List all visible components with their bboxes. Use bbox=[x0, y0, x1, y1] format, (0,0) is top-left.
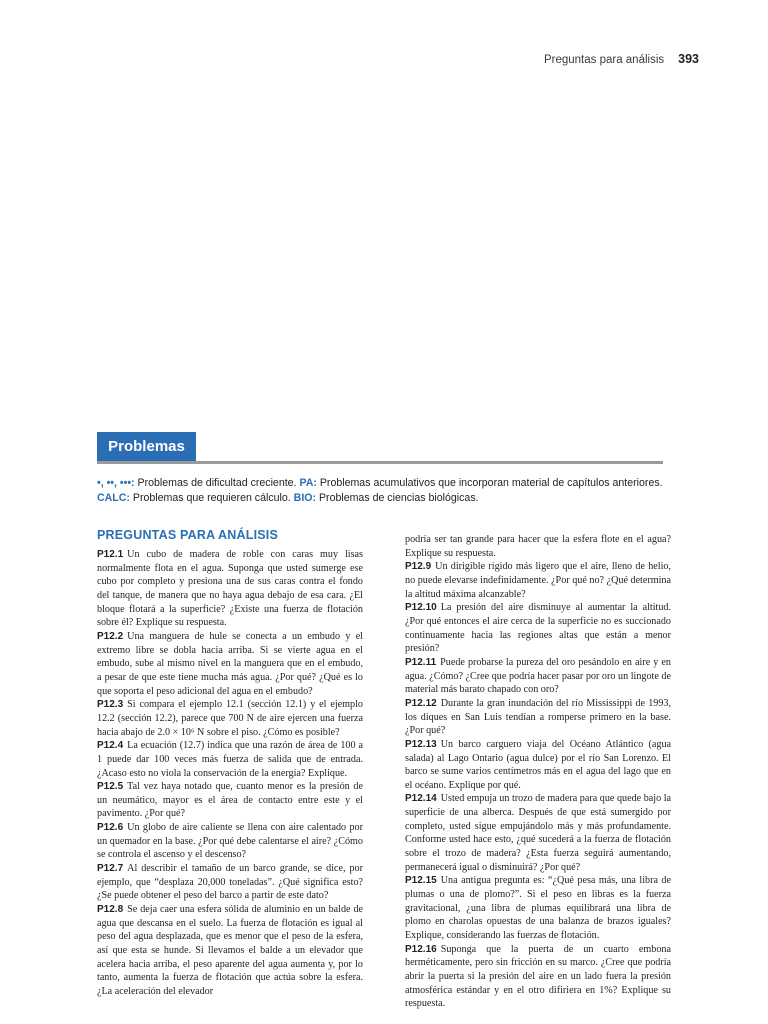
question-id: P12.6 bbox=[97, 822, 124, 834]
question-text: Un cubo de madera de roble con caras muy lisas normalmente flota en el agua. Suponga que usted sumerge ese cubo por completo y presiona una de sus caras contra el fondo del tanque, de manera que no haya agua debajo de esa cara. ¿El bloque flotará a la superficie? ¿Existe una fuerza de flotación sobre él? Explique su respuesta. bbox=[97, 549, 363, 629]
question-text: Durante la gran inundación del río Mississippi de 1993, los diques en San Luis tendían a romperse primero en la base. ¿Por qué? bbox=[405, 697, 671, 737]
question-id: P12.4 bbox=[97, 740, 124, 752]
question-text: podría ser tan grande para hacer que la esfera flote en el agua? Explique su respuesta. bbox=[405, 534, 671, 559]
page-number: 393 bbox=[678, 52, 699, 66]
question-item bbox=[97, 698, 363, 739]
question-text: Un globo de aire caliente se llena con aire calentado por un quemador en la base. ¿Por qué debe calentarse el aire? ¿Cómo se controla el ascenso y el descenso? bbox=[97, 822, 363, 861]
question-text: La ecuación (12.7) indica que una razón de área de 100 a 1 puede dar 100 veces más fuerza de salida que de entrada. ¿Acaso esto no viola la conservación de la energía? Explique. bbox=[97, 740, 363, 779]
question-text: Suponga que la puerta de un cuarto embona herméticamente, pero sin fricción en su marco. ¿Cree que podría abrir la puerta si la presión del aire en un lado fuera la presión atmosférica estándar y en el otro difiriera en 1%? Explique su respuesta. bbox=[405, 943, 671, 1010]
question-item bbox=[405, 874, 671, 942]
right-column bbox=[405, 533, 671, 1011]
question-item bbox=[97, 862, 363, 903]
question-id: P12.12 bbox=[405, 697, 437, 709]
section-title: Problemas bbox=[97, 432, 196, 462]
question-text: Una manguera de hule se conecta a un embudo y el extremo libre se dobla hacia arriba. Si se vierte agua en el embudo, sube al mismo nivel en la manguera que en el embudo, a pesar de que este tiene mucha más agua. ¿Por qué? ¿Qué es lo que soporta el peso adicional del agua en el embudo? bbox=[97, 630, 363, 697]
legend-bio-key: BIO: bbox=[293, 491, 317, 504]
question-item bbox=[97, 739, 363, 780]
page-header bbox=[544, 52, 699, 66]
question-item bbox=[405, 533, 671, 560]
question-text: Tal vez haya notado que, cuanto menor es la presión de un neumático, mayor es el área de contacto entre este y el pavimento. ¿Por qué? bbox=[97, 781, 363, 820]
questions-heading: PREGUNTAS PARA ANÁLISIS bbox=[97, 528, 278, 542]
question-item bbox=[405, 792, 671, 874]
question-item bbox=[97, 780, 363, 821]
question-item bbox=[97, 630, 363, 698]
question-id: P12.5 bbox=[97, 781, 124, 793]
question-item bbox=[405, 656, 671, 697]
legend-pa-key: PA: bbox=[299, 477, 317, 489]
running-title: Preguntas para análisis bbox=[543, 54, 665, 66]
question-item bbox=[405, 697, 671, 738]
legend-pa-text: Problemas acumulativos que incorporan material de capítulos anteriores. bbox=[316, 477, 663, 489]
question-id: P12.1 bbox=[97, 549, 124, 560]
question-id: P12.2 bbox=[97, 630, 124, 642]
section-rule bbox=[97, 461, 663, 464]
difficulty-legend bbox=[97, 476, 677, 505]
question-item bbox=[97, 903, 363, 999]
question-item bbox=[405, 560, 671, 601]
section-bar bbox=[97, 432, 663, 464]
legend-dots-text: Problemas de dificultad creciente. bbox=[134, 477, 300, 489]
question-text: Un barco carguero viaja del Océano Atlántico (agua salada) al Lago Ontario (agua dulce) por el río San Lorenzo. El barco se sume varios centímetros más en el agua del lago que en el océano. Explique por qué. bbox=[405, 738, 671, 791]
question-id: P12.14 bbox=[405, 793, 437, 805]
question-text: Si compara el ejemplo 12.1 (sección 12.1) y el ejemplo 12.2 (sección 12.2), parece que 700 N de aire ejercen una fuerza hacia abajo de 2.0 × 10⁶ N sobre el piso. ¿Cómo es posible? bbox=[97, 699, 363, 738]
question-item bbox=[405, 943, 671, 1011]
question-id: P12.13 bbox=[405, 738, 437, 750]
legend-calc-key: CALC: bbox=[97, 491, 130, 504]
legend-dots-key: •, ••, •••: bbox=[97, 477, 135, 489]
question-id: P12.15 bbox=[405, 875, 437, 887]
question-id: P12.8 bbox=[97, 904, 124, 916]
question-text: La presión del aire disminuye al aumentar la altitud. ¿Por qué entonces el aire cerca de la superficie no es succionado continuamente hacia las regiones altas que están a menor presión? bbox=[405, 602, 671, 655]
left-column bbox=[97, 528, 363, 999]
question-id: P12.3 bbox=[97, 699, 124, 711]
question-item bbox=[97, 821, 363, 862]
question-text: Usted empuja un trozo de madera para que quede bajo la superficie de una alberca. Después de que está sumergido por completo, usted sigue empujándolo más y más profundamente. Conforme usted hace esto, ¿qué sucederá a la fuerza de flotación sobre el trozo de madera? ¿Esta fuerza seguirá aumentando, permanecerá igual o disminuirá? ¿Por qué? bbox=[405, 793, 671, 873]
question-text: Una antigua pregunta es: “¿Qué pesa más, una libra de plumas o una de plomo?”. Si el peso en libras es la fuerza gravitacional, ¿una libra de plumas equilibrará una libra de plomo en charolas opuestas de una balanza de brazos iguales? Explique, considerando las fuerzas de flotación. bbox=[405, 875, 671, 942]
question-id: P12.7 bbox=[97, 863, 124, 875]
question-text: Al describir el tamaño de un barco grande, se dice, por ejemplo, que “desplaza 20,000 toneladas”. ¿Qué significa esto? ¿Se puede obtener el peso del barco a partir de este dato? bbox=[97, 863, 363, 902]
question-id: P12.11 bbox=[405, 656, 437, 668]
question-text: Un dirigible rígido más ligero que el aire, lleno de helio, no puede elevarse indefinidamente. ¿Por qué no? ¿Qué determina la altitud máxima alcanzable? bbox=[405, 561, 671, 600]
question-item bbox=[97, 548, 363, 630]
legend-bio-text: Problemas de ciencias biológicas. bbox=[316, 491, 479, 504]
question-item bbox=[405, 738, 671, 793]
question-text: Se deja caer una esfera sólida de aluminio en un balde de agua que descansa en el suelo. La fuerza de flotación es igual al peso del agua desplazada, que es menor que el peso de la esfera, así que esta se hunde. Si llevamos el balde a un elevador que acelera hacia arriba, el peso aparente del agua aumenta y, por lo tanto, aumenta la fuerza de flotación que actúa sobre la esfera. ¿La aceleración del elevador bbox=[97, 904, 363, 997]
question-id: P12.10 bbox=[405, 602, 437, 614]
question-text: Puede probarse la pureza del oro pesándolo en aire y en agua. ¿Cómo? ¿Cree que podría hacer pasar por oro un lingote de material más barato chapado con oro? bbox=[405, 656, 671, 696]
legend-calc-text: Problemas que requieren cálculo. bbox=[129, 491, 294, 504]
question-id: P12.9 bbox=[405, 561, 432, 573]
question-id: P12.16 bbox=[405, 943, 437, 955]
question-item bbox=[405, 601, 671, 656]
